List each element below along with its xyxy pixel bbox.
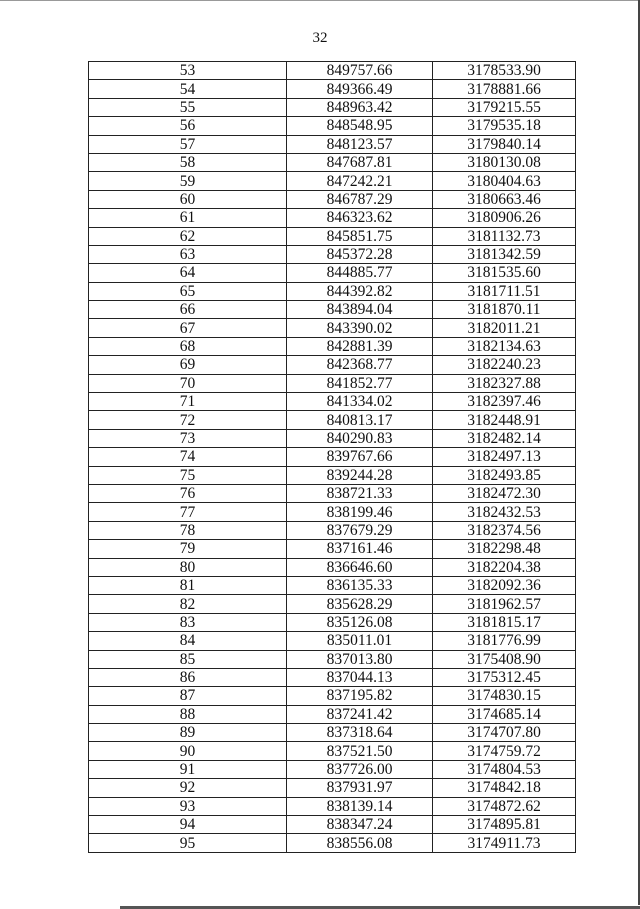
table-row xyxy=(89,319,576,337)
x-coordinate-cell: 848123.57 xyxy=(287,135,433,153)
point-number-cell: 68 xyxy=(89,337,287,355)
table-row xyxy=(89,135,576,153)
x-coordinate-cell: 837679.29 xyxy=(287,521,433,539)
x-coordinate-cell: 836135.33 xyxy=(287,576,433,594)
y-coordinate-cell: 3180906.26 xyxy=(433,209,576,227)
y-coordinate-cell: 3181132.73 xyxy=(433,227,576,245)
x-coordinate-cell: 849366.49 xyxy=(287,80,433,98)
y-coordinate-cell: 3179840.14 xyxy=(433,135,576,153)
table-row xyxy=(89,576,576,594)
point-number-cell: 71 xyxy=(89,393,287,411)
y-coordinate-cell: 3175408.90 xyxy=(433,650,576,668)
table-row xyxy=(89,540,576,558)
y-coordinate-cell: 3182472.30 xyxy=(433,484,576,502)
page-top-edge xyxy=(0,0,640,1)
point-number-cell: 93 xyxy=(89,797,287,815)
y-coordinate-cell: 3181342.59 xyxy=(433,245,576,263)
x-coordinate-cell: 843390.02 xyxy=(287,319,433,337)
x-coordinate-cell: 837521.50 xyxy=(287,742,433,760)
x-coordinate-cell: 837931.97 xyxy=(287,779,433,797)
x-coordinate-cell: 846787.29 xyxy=(287,190,433,208)
x-coordinate-cell: 835628.29 xyxy=(287,595,433,613)
table-row xyxy=(89,172,576,190)
y-coordinate-cell: 3178533.90 xyxy=(433,62,576,80)
point-number-cell: 65 xyxy=(89,282,287,300)
point-number-cell: 87 xyxy=(89,687,287,705)
point-number-cell: 74 xyxy=(89,448,287,466)
y-coordinate-cell: 3174872.62 xyxy=(433,797,576,815)
table-row xyxy=(89,429,576,447)
y-coordinate-cell: 3181535.60 xyxy=(433,264,576,282)
table-row xyxy=(89,834,576,852)
y-coordinate-cell: 3178881.66 xyxy=(433,80,576,98)
y-coordinate-cell: 3181870.11 xyxy=(433,301,576,319)
point-number-cell: 55 xyxy=(89,98,287,116)
point-number-cell: 94 xyxy=(89,816,287,834)
y-coordinate-cell: 3179535.18 xyxy=(433,117,576,135)
y-coordinate-cell: 3182432.53 xyxy=(433,503,576,521)
x-coordinate-cell: 836646.60 xyxy=(287,558,433,576)
y-coordinate-cell: 3174759.72 xyxy=(433,742,576,760)
x-coordinate-cell: 842881.39 xyxy=(287,337,433,355)
y-coordinate-cell: 3174911.73 xyxy=(433,834,576,852)
x-coordinate-cell: 841334.02 xyxy=(287,393,433,411)
table-row xyxy=(89,466,576,484)
y-coordinate-cell: 3181711.51 xyxy=(433,282,576,300)
y-coordinate-cell: 3181815.17 xyxy=(433,613,576,631)
point-number-cell: 82 xyxy=(89,595,287,613)
x-coordinate-cell: 838347.24 xyxy=(287,816,433,834)
y-coordinate-cell: 3181776.99 xyxy=(433,632,576,650)
table-row xyxy=(89,62,576,80)
x-coordinate-cell: 849757.66 xyxy=(287,62,433,80)
y-coordinate-cell: 3180404.63 xyxy=(433,172,576,190)
y-coordinate-cell: 3180130.08 xyxy=(433,153,576,171)
point-number-cell: 61 xyxy=(89,209,287,227)
table-row xyxy=(89,227,576,245)
page-number: 32 xyxy=(312,30,328,46)
y-coordinate-cell: 3174707.80 xyxy=(433,724,576,742)
x-coordinate-cell: 843894.04 xyxy=(287,301,433,319)
table-row xyxy=(89,503,576,521)
y-coordinate-cell: 3182240.23 xyxy=(433,356,576,374)
point-number-cell: 56 xyxy=(89,117,287,135)
y-coordinate-cell: 3182493.85 xyxy=(433,466,576,484)
y-coordinate-cell: 3182134.63 xyxy=(433,337,576,355)
y-coordinate-cell: 3182011.21 xyxy=(433,319,576,337)
coordinate-table xyxy=(88,61,576,853)
table-row xyxy=(89,595,576,613)
x-coordinate-cell: 837318.64 xyxy=(287,724,433,742)
y-coordinate-cell: 3182482.14 xyxy=(433,429,576,447)
table-row xyxy=(89,705,576,723)
y-coordinate-cell: 3174830.15 xyxy=(433,687,576,705)
table-row xyxy=(89,98,576,116)
table-row xyxy=(89,779,576,797)
table-row xyxy=(89,558,576,576)
point-number-cell: 91 xyxy=(89,760,287,778)
point-number-cell: 69 xyxy=(89,356,287,374)
y-coordinate-cell: 3174804.53 xyxy=(433,760,576,778)
point-number-cell: 84 xyxy=(89,632,287,650)
x-coordinate-cell: 837161.46 xyxy=(287,540,433,558)
x-coordinate-cell: 838199.46 xyxy=(287,503,433,521)
table-row xyxy=(89,190,576,208)
table-row xyxy=(89,264,576,282)
y-coordinate-cell: 3174895.81 xyxy=(433,816,576,834)
table-row xyxy=(89,650,576,668)
point-number-cell: 79 xyxy=(89,540,287,558)
table-row xyxy=(89,356,576,374)
point-number-cell: 88 xyxy=(89,705,287,723)
table-row xyxy=(89,209,576,227)
point-number-cell: 62 xyxy=(89,227,287,245)
y-coordinate-cell: 3179215.55 xyxy=(433,98,576,116)
point-number-cell: 57 xyxy=(89,135,287,153)
x-coordinate-cell: 838721.33 xyxy=(287,484,433,502)
table-row xyxy=(89,668,576,686)
x-coordinate-cell: 835011.01 xyxy=(287,632,433,650)
x-coordinate-cell: 847242.21 xyxy=(287,172,433,190)
point-number-cell: 53 xyxy=(89,62,287,80)
point-number-cell: 67 xyxy=(89,319,287,337)
point-number-cell: 60 xyxy=(89,190,287,208)
table-row xyxy=(89,411,576,429)
x-coordinate-cell: 837195.82 xyxy=(287,687,433,705)
x-coordinate-cell: 845372.28 xyxy=(287,245,433,263)
point-number-cell: 92 xyxy=(89,779,287,797)
y-coordinate-cell: 3182374.56 xyxy=(433,521,576,539)
point-number-cell: 83 xyxy=(89,613,287,631)
point-number-cell: 58 xyxy=(89,153,287,171)
point-number-cell: 64 xyxy=(89,264,287,282)
table-row xyxy=(89,337,576,355)
table-row xyxy=(89,153,576,171)
table-row xyxy=(89,448,576,466)
point-number-cell: 86 xyxy=(89,668,287,686)
point-number-cell: 76 xyxy=(89,484,287,502)
table-row xyxy=(89,393,576,411)
y-coordinate-cell: 3182298.48 xyxy=(433,540,576,558)
table-row xyxy=(89,687,576,705)
x-coordinate-cell: 846323.62 xyxy=(287,209,433,227)
x-coordinate-cell: 837013.80 xyxy=(287,650,433,668)
point-number-cell: 54 xyxy=(89,80,287,98)
y-coordinate-cell: 3182497.13 xyxy=(433,448,576,466)
point-number-cell: 59 xyxy=(89,172,287,190)
point-number-cell: 75 xyxy=(89,466,287,484)
x-coordinate-cell: 839767.66 xyxy=(287,448,433,466)
x-coordinate-cell: 838139.14 xyxy=(287,797,433,815)
x-coordinate-cell: 848548.95 xyxy=(287,117,433,135)
x-coordinate-cell: 835126.08 xyxy=(287,613,433,631)
y-coordinate-cell: 3181962.57 xyxy=(433,595,576,613)
table-row xyxy=(89,613,576,631)
x-coordinate-cell: 838556.08 xyxy=(287,834,433,852)
table-row xyxy=(89,632,576,650)
point-number-cell: 66 xyxy=(89,301,287,319)
table-row xyxy=(89,117,576,135)
point-number-cell: 70 xyxy=(89,374,287,392)
x-coordinate-cell: 839244.28 xyxy=(287,466,433,484)
table-row xyxy=(89,301,576,319)
y-coordinate-cell: 3180663.46 xyxy=(433,190,576,208)
x-coordinate-cell: 848963.42 xyxy=(287,98,433,116)
table-row xyxy=(89,724,576,742)
point-number-cell: 73 xyxy=(89,429,287,447)
x-coordinate-cell: 837726.00 xyxy=(287,760,433,778)
x-coordinate-cell: 841852.77 xyxy=(287,374,433,392)
point-number-cell: 77 xyxy=(89,503,287,521)
y-coordinate-cell: 3182397.46 xyxy=(433,393,576,411)
table-row xyxy=(89,282,576,300)
table-row xyxy=(89,245,576,263)
x-coordinate-cell: 837044.13 xyxy=(287,668,433,686)
table-row xyxy=(89,484,576,502)
point-number-cell: 95 xyxy=(89,834,287,852)
point-number-cell: 78 xyxy=(89,521,287,539)
x-coordinate-cell: 845851.75 xyxy=(287,227,433,245)
y-coordinate-cell: 3182092.36 xyxy=(433,576,576,594)
point-number-cell: 80 xyxy=(89,558,287,576)
point-number-cell: 89 xyxy=(89,724,287,742)
x-coordinate-cell: 840290.83 xyxy=(287,429,433,447)
x-coordinate-cell: 844885.77 xyxy=(287,264,433,282)
point-number-cell: 72 xyxy=(89,411,287,429)
y-coordinate-cell: 3182204.38 xyxy=(433,558,576,576)
point-number-cell: 85 xyxy=(89,650,287,668)
table-row xyxy=(89,374,576,392)
y-coordinate-cell: 3182327.88 xyxy=(433,374,576,392)
table-row xyxy=(89,80,576,98)
y-coordinate-cell: 3175312.45 xyxy=(433,668,576,686)
table-row xyxy=(89,816,576,834)
coordinate-table-body xyxy=(89,62,576,853)
point-number-cell: 90 xyxy=(89,742,287,760)
table-row xyxy=(89,797,576,815)
table-row xyxy=(89,742,576,760)
x-coordinate-cell: 847687.81 xyxy=(287,153,433,171)
point-number-cell: 63 xyxy=(89,245,287,263)
x-coordinate-cell: 837241.42 xyxy=(287,705,433,723)
table-row xyxy=(89,521,576,539)
x-coordinate-cell: 842368.77 xyxy=(287,356,433,374)
x-coordinate-cell: 840813.17 xyxy=(287,411,433,429)
y-coordinate-cell: 3182448.91 xyxy=(433,411,576,429)
y-coordinate-cell: 3174685.14 xyxy=(433,705,576,723)
table-row xyxy=(89,760,576,778)
y-coordinate-cell: 3174842.18 xyxy=(433,779,576,797)
x-coordinate-cell: 844392.82 xyxy=(287,282,433,300)
point-number-cell: 81 xyxy=(89,576,287,594)
